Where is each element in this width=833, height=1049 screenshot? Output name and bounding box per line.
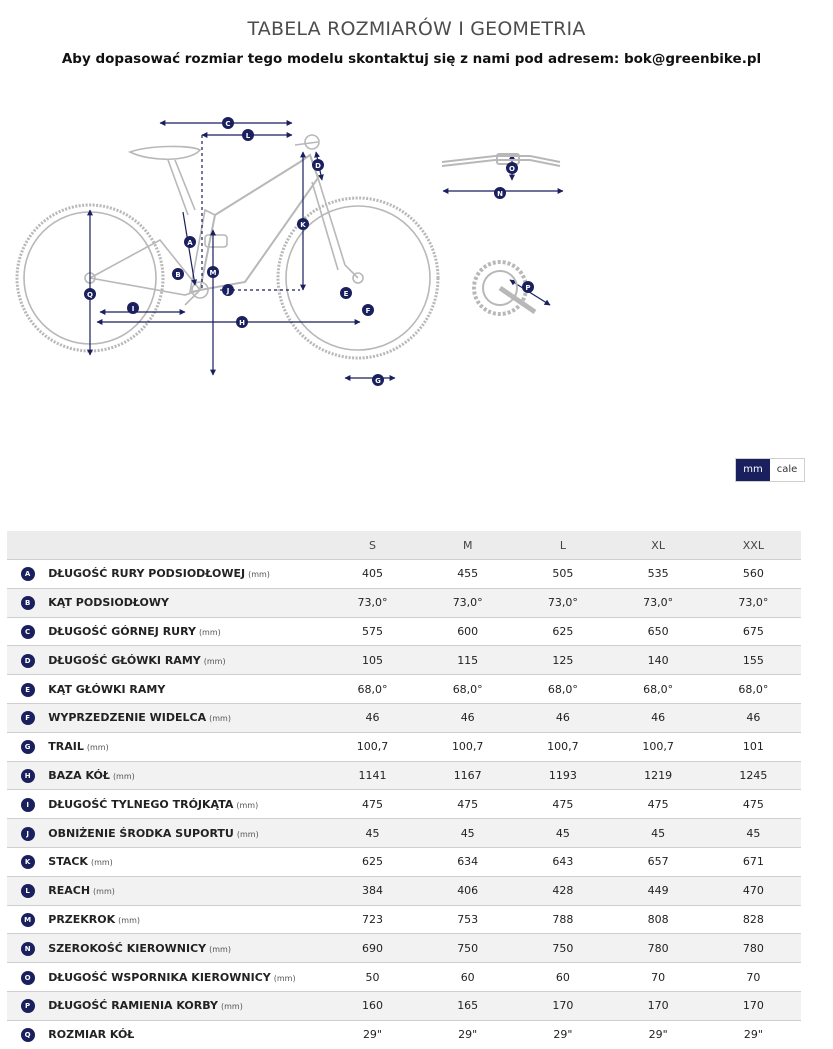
svg-text:H: H [239,319,245,327]
row-value: 165 [420,991,515,1020]
row-value: 45 [325,819,420,848]
row-value: 828 [706,905,801,934]
row-unit: (mm) [236,829,259,839]
row-badge-cell [7,646,48,675]
table-row [7,905,801,934]
row-unit: (mm) [118,915,140,925]
row-value: 46 [325,703,420,732]
row-value: 100,7 [515,732,610,761]
table-row [7,588,801,617]
row-value: 105 [325,646,420,675]
svg-text:E: E [343,290,349,298]
row-badge: J [21,827,35,841]
row-label-cell [48,646,325,675]
row-value: 1219 [611,761,706,790]
row-value: 1167 [420,761,515,790]
row-badge-cell [7,991,48,1020]
row-badge: Q [21,1028,35,1042]
row-value: 475 [611,790,706,819]
row-value: 170 [611,991,706,1020]
row-badge: K [21,855,35,869]
row-value: 73,0° [325,588,420,617]
row-value: 455 [420,560,515,589]
row-value: 68,0° [420,675,515,704]
table-row [7,675,801,704]
row-value: 68,0° [706,675,801,704]
row-badge-cell [7,790,48,819]
row-unit: (mm) [93,887,115,897]
svg-text:B: B [175,271,181,279]
row-badge-cell [7,819,48,848]
unit-mm-button[interactable]: mm [736,459,770,481]
row-label-cell [48,732,325,761]
row-label-cell [48,675,325,704]
row-value: 29" [420,1020,515,1048]
row-value: 73,0° [611,588,706,617]
row-value: 780 [611,934,706,963]
row-value: 780 [706,934,801,963]
row-label: DŁUGOŚĆ RURY PODSIODŁOWEJ [48,567,246,581]
row-label-cell [48,560,325,589]
row-value: 73,0° [420,588,515,617]
row-value: 1141 [325,761,420,790]
svg-text:K: K [300,221,306,229]
row-badge: O [21,971,35,985]
row-badge: N [21,942,35,956]
table-row [7,991,801,1020]
row-value: 50 [325,963,420,992]
row-value: 788 [515,905,610,934]
row-value: 73,0° [706,588,801,617]
header-badge-col [7,531,48,560]
row-value: 475 [420,790,515,819]
row-label-cell [48,847,325,876]
table-row [7,934,801,963]
row-value: 671 [706,847,801,876]
row-value: 753 [420,905,515,934]
table-row [7,876,801,905]
row-unit: (mm) [209,944,231,954]
row-label-cell [48,588,325,617]
row-badge-cell [7,963,48,992]
row-badge-cell [7,905,48,934]
row-unit: (mm) [198,627,221,637]
row-value: 650 [611,617,706,646]
row-label-cell [48,790,325,819]
row-badge-cell [7,617,48,646]
row-value: 475 [515,790,610,819]
row-badge-cell [7,703,48,732]
table-row [7,732,801,761]
handlebar-drawing [442,154,560,166]
row-label: WYPRZEDZENIE WIDELCA [48,711,207,725]
row-unit: (mm) [273,973,296,983]
svg-text:C: C [225,120,231,128]
row-label: BAZA KÓŁ [48,768,110,782]
row-badge: C [21,625,35,639]
table-body [7,560,801,1049]
row-badge-cell [7,934,48,963]
row-value: 808 [611,905,706,934]
svg-text:M: M [209,269,217,277]
header-size-xl: XL [611,531,706,560]
row-label: PRZEKROK [48,912,116,926]
row-value: 575 [325,617,420,646]
table-row [7,1020,801,1048]
row-label-cell [48,963,325,992]
row-value: 170 [706,991,801,1020]
row-badge-cell [7,675,48,704]
row-badge: E [21,683,35,697]
bike-drawing [17,135,438,358]
row-value: 46 [515,703,610,732]
svg-text:L: L [245,132,251,140]
row-value: 45 [420,819,515,848]
unit-toggle [735,458,805,482]
row-value: 46 [611,703,706,732]
row-value: 46 [706,703,801,732]
svg-text:I: I [131,305,135,313]
row-value: 657 [611,847,706,876]
table-row [7,790,801,819]
row-value: 140 [611,646,706,675]
row-label-cell [48,934,325,963]
row-value: 475 [706,790,801,819]
row-unit: (mm) [86,743,109,753]
row-value: 634 [420,847,515,876]
row-value: 45 [515,819,610,848]
row-label: STACK [48,855,88,869]
row-value: 29" [611,1020,706,1048]
row-value: 45 [706,819,801,848]
row-label: DŁUGOŚĆ GŁÓWKI RAMY [48,653,201,667]
row-value: 470 [706,876,801,905]
row-badge-cell [7,847,48,876]
row-badge-cell [7,761,48,790]
row-label: TRAIL [48,740,84,754]
table-row [7,963,801,992]
row-value: 100,7 [420,732,515,761]
header-size-m: M [420,531,515,560]
row-value: 60 [515,963,610,992]
row-unit: (mm) [112,771,135,781]
row-badge: D [21,654,35,668]
row-badge: L [21,884,35,898]
svg-text:P: P [525,284,531,292]
row-label: DŁUGOŚĆ GÓRNEJ RURY [48,624,196,638]
row-value: 406 [420,876,515,905]
row-unit: (mm) [236,800,259,810]
table-row [7,646,801,675]
row-value: 750 [420,934,515,963]
row-label-cell [48,1020,325,1048]
row-label-cell [48,905,325,934]
row-value: 29" [325,1020,420,1048]
row-label-cell [48,703,325,732]
table-row [7,761,801,790]
row-value: 1193 [515,761,610,790]
row-value: 560 [706,560,801,589]
row-value: 115 [420,646,515,675]
table-header-row [7,531,801,560]
row-badge: I [21,798,35,812]
row-badge-cell [7,732,48,761]
header-label-col [48,531,325,560]
row-badge: A [21,567,35,581]
svg-text:A: A [187,239,193,247]
row-label-cell [48,761,325,790]
row-label: DŁUGOŚĆ WSPORNIKA KIEROWNICY [48,970,271,984]
row-label: KĄT GŁÓWKI RAMY [48,682,166,696]
row-value: 449 [611,876,706,905]
row-label: ROZMIAR KÓŁ [48,1028,135,1042]
row-value: 68,0° [515,675,610,704]
row-value: 690 [325,934,420,963]
row-label-cell [48,819,325,848]
row-value: 100,7 [611,732,706,761]
table-row [7,819,801,848]
row-label: DŁUGOŚĆ RAMIENIA KORBY [48,999,218,1013]
row-value: 60 [420,963,515,992]
svg-text:D: D [315,162,321,170]
row-label-cell [48,617,325,646]
row-label: SZEROKOŚĆ KIEROWNICY [48,941,207,955]
page-title: TABELA ROZMIARÓW I GEOMETRIA [247,18,586,40]
row-label: REACH [48,884,91,898]
row-badge: H [21,769,35,783]
row-badge: F [21,711,35,725]
row-value: 100,7 [325,732,420,761]
row-value: 675 [706,617,801,646]
row-value: 160 [325,991,420,1020]
table-row [7,703,801,732]
row-value: 405 [325,560,420,589]
svg-text:Q: Q [87,291,93,299]
row-value: 428 [515,876,610,905]
row-value: 101 [706,732,801,761]
row-label: DŁUGOŚĆ TYLNEGO TRÓJKĄTA [48,797,234,811]
row-badge-cell [7,560,48,589]
row-unit: (mm) [220,1002,243,1012]
row-value: 600 [420,617,515,646]
row-unit: (mm) [90,858,113,868]
row-value: 29" [706,1020,801,1048]
row-value: 535 [611,560,706,589]
header-size-s: S [325,531,420,560]
table-row [7,560,801,589]
row-badge-cell [7,876,48,905]
row-value: 170 [515,991,610,1020]
row-unit: (mm) [203,656,226,666]
row-value: 70 [706,963,801,992]
row-value: 45 [611,819,706,848]
header-size-xxl: XXL [706,531,801,560]
row-label-cell [48,876,325,905]
row-value: 475 [325,790,420,819]
row-value: 384 [325,876,420,905]
row-value: 68,0° [325,675,420,704]
row-value: 155 [706,646,801,675]
svg-text:F: F [365,307,371,315]
row-badge: B [21,596,35,610]
svg-text:J: J [226,287,230,295]
row-value: 625 [515,617,610,646]
row-value: 68,0° [611,675,706,704]
svg-text:G: G [375,377,381,385]
row-value: 1245 [706,761,801,790]
row-badge: G [21,740,35,754]
geometry-table [7,531,801,1049]
row-value: 643 [515,847,610,876]
row-badge-cell [7,1020,48,1048]
header-size-l: L [515,531,610,560]
contact-subtitle: Aby dopasować rozmiar tego modelu skontaktuj się z nami pod adresem: bok@greenbike.pl [61,51,762,67]
row-badge: P [21,999,35,1013]
svg-text:O: O [509,165,515,173]
row-label: KĄT PODSIODŁOWY [48,596,169,610]
row-value: 29" [515,1020,610,1048]
row-value: 125 [515,646,610,675]
table-row [7,617,801,646]
row-label-cell [48,991,325,1020]
row-value: 73,0° [515,588,610,617]
row-unit: (mm) [209,714,231,724]
row-value: 46 [420,703,515,732]
row-unit: (mm) [248,570,270,580]
row-label: OBNIŻENIE ŚRODKA SUPORTU [48,826,234,840]
diagram-badges [84,117,534,386]
unit-inch-button[interactable]: cale [770,459,804,481]
bike-geometry-diagram [0,90,833,410]
table-row [7,847,801,876]
row-value: 625 [325,847,420,876]
row-value: 750 [515,934,610,963]
row-value: 723 [325,905,420,934]
row-badge: M [21,913,35,927]
row-value: 70 [611,963,706,992]
svg-text:N: N [497,190,503,198]
row-value: 505 [515,560,610,589]
row-badge-cell [7,588,48,617]
